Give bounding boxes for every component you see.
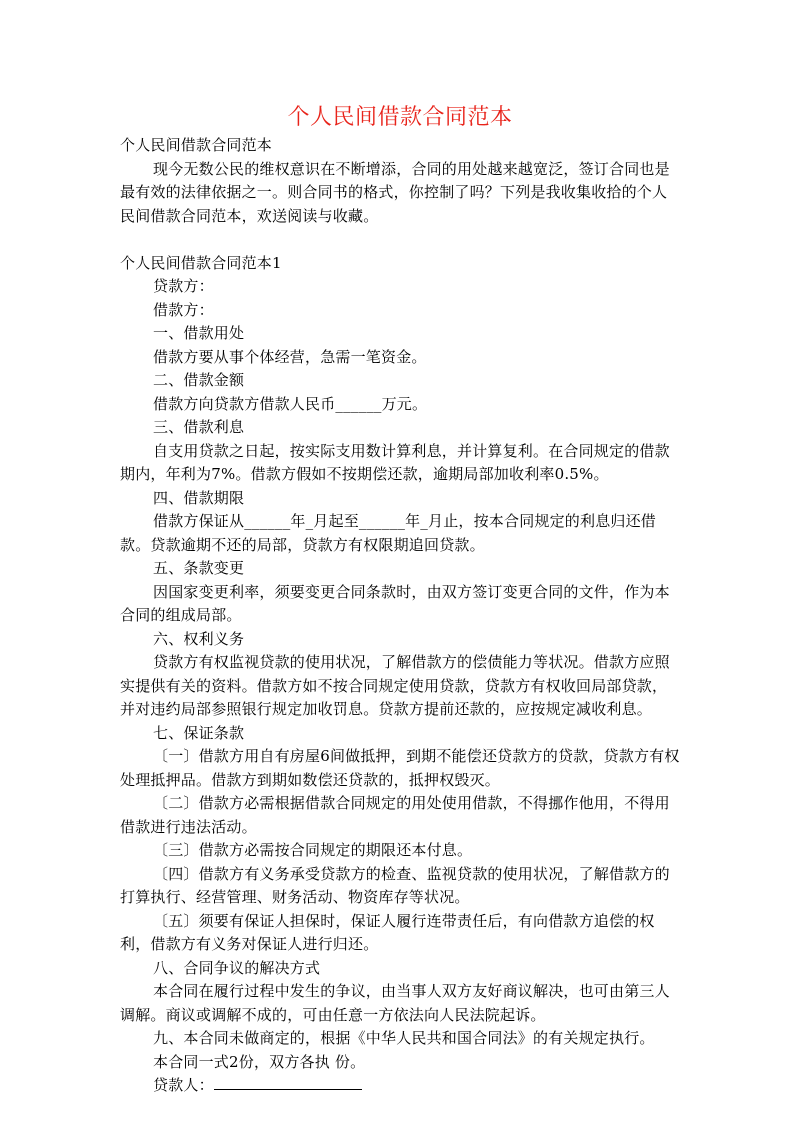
clause-7-item-3: 〔三〕借款方必需按合同规定的期限还本付息。 — [153, 841, 473, 859]
clause-3-title: 三、借款利息 — [153, 418, 245, 436]
borrower-line: 借款方： — [153, 300, 214, 319]
clause-2-title: 二、借款金额 — [153, 371, 245, 389]
document-body — [120, 134, 682, 1098]
copies-line: 本合同一式2份，双方各执 份。 — [153, 1052, 366, 1071]
section-title: 个人民间借款合同范本1 — [120, 253, 282, 272]
clause-7-item-4: 〔四〕借款方有义务承受贷款方的检查、监视贷款的使用状况，了解借款方的打算执行、经营管理、财务活动、物资库存等状况。 — [120, 864, 670, 906]
clause-7-item-5: 〔五〕须要有保证人担保时，保证人履行连带责任后，有向借款方追偿的权利，借款方有义务对保证人进行归还。 — [120, 911, 655, 953]
clause-4-title: 四、借款期限 — [153, 488, 245, 507]
document-subtitle: 个人民间借款合同范本 — [120, 136, 273, 154]
document-title: 个人民间借款合同范本 — [287, 105, 513, 130]
clause-5-title: 五、条款变更 — [153, 559, 245, 577]
clause-6-title: 六、权利义务 — [153, 629, 245, 648]
clause-1-text: 借款方要从事个体经营，急需一笔资金。 — [153, 347, 427, 366]
signature-blank — [214, 1075, 362, 1090]
clause-9-text: 九、本合同未做商定的，根据《中华人民共和国合同法》的有关规定执行。 — [153, 1029, 655, 1047]
lender-signature-line — [120, 1074, 682, 1098]
lender-signature-label: 贷款人： — [153, 1076, 214, 1094]
clause-4-text: 借款方保证从______年_月起至______年_月止，按本合同规定的利息归还借款。贷款逾期不还的局部，贷款方有权限期追回贷款。 — [120, 512, 657, 554]
lender-line: 贷款方： — [153, 277, 214, 295]
spacer — [120, 228, 682, 252]
clause-7-item-1: 〔一〕借款方用自有房屋6间做抵押，到期不能偿还贷款方的贷款，贷款方有权处理抵押品。借款方到期如数偿还贷款的，抵押权毁灭。 — [120, 747, 680, 789]
clause-5-text: 因国家变更利率，须要变更合同条款时，由双方签订变更合同的文件，作为本合同的组成局部。 — [120, 582, 670, 624]
clause-7-title: 七、保证条款 — [153, 723, 245, 742]
clause-2-text: 借款方向贷款方借款人民币______万元。 — [153, 394, 428, 413]
clause-8-text: 本合同在履行过程中发生的争议，由当事人双方友好商议解决，也可由第三人调解。商议或调解不成的，可由任意一方依法向人民法院起诉。 — [120, 982, 670, 1024]
clause-6-text: 贷款方有权监视贷款的使用状况，了解借款方的偿债能力等状况。借款方应照实提供有关的资料。借款方如不按合同规定使用贷款，贷款方有权收回局部贷款，并对违约局部参照银行规定加收罚息。贷款方提前还款的，应按规定减收利息。 — [120, 653, 670, 718]
clause-1-title: 一、借款用处 — [153, 324, 245, 342]
clause-7-item-2: 〔二〕借款方必需根据借款合同规定的用处使用借款，不得挪作他用，不得用借款进行违法活动。 — [120, 794, 670, 836]
clause-8-title: 八、合同争议的解决方式 — [153, 958, 321, 977]
clause-3-text: 自支用贷款之日起，按实际支用数计算利息，并计算复利。在合同规定的借款期内，年利为7%。借款方假如不按期偿还款，逾期局部加收利率0.5%。 — [120, 441, 670, 483]
intro-paragraph: 现今无数公民的维权意识在不断增添，合同的用处越来越宽泛，签订合同也是最有效的法律依据之一。则合同书的格式，你控制了吗？下列是我收集收拾的个人民间借款合同范本，欢送阅读与收藏。 — [120, 159, 670, 225]
